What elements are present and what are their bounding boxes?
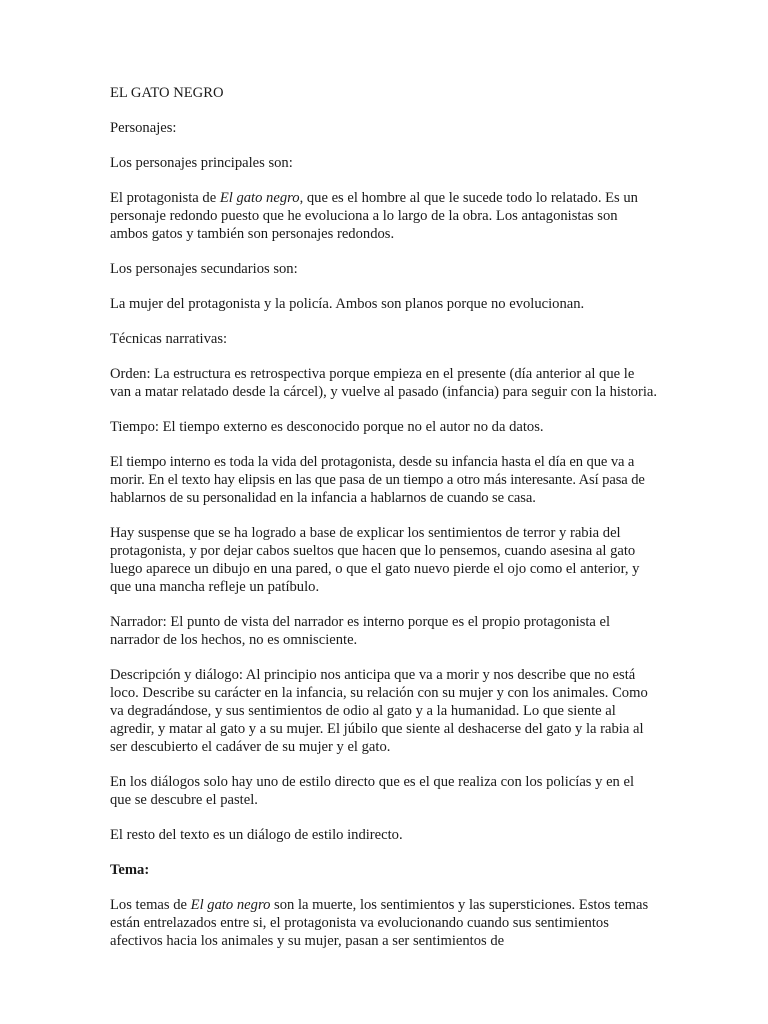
dialogues-paragraph: En los diálogos solo hay uno de estilo directo que es el que realiza con los policías y en el que se descubre el pastel.: [110, 774, 635, 808]
secondary-characters-intro: Los personajes secundarios son:: [110, 261, 298, 277]
rest-of-text-paragraph: El resto del texto es un diálogo de estilo indirecto.: [110, 827, 403, 843]
theme-heading-text: Tema:: [110, 862, 150, 878]
description-dialogue-paragraph: Descripción y diálogo: Al principio nos anticipa que va a morir y nos describe que no está loco. Describe su carácter en la infancia, su relación con su mujer y con los animales. Como va degradándose, y sus sentimientos de odio al gato y a la humanidad. Lo que siente al agredir, y matar al gato y a su mujer. El júbilo que siente al deshacerse del gato y la rabia al ser descubierto el cadáver de su mujer y el gato.: [110, 667, 648, 755]
protagonist-paragraph: [110, 189, 658, 243]
techniques-heading: Técnicas narrativas:: [110, 331, 228, 347]
narrator-paragraph: Narrador: El punto de vista del narrador es interno porque es el propio protagonista el narrador de los hechos, no es omnisciente.: [110, 614, 611, 648]
secondary-characters-paragraph: La mujer del protagonista y la policía. Ambos son planos porque no evolucionan.: [110, 296, 585, 312]
themes-text-after: son la muerte, los sentimientos y las supersticiones. Estos temas están entrelazados entre si, el protagonista va evolucionando cuando sus sentimientos afectivos hacia los animales y su mujer, pasan a ser sentimientos de: [110, 897, 649, 949]
theme-heading: [110, 861, 658, 879]
themes-paragraph: [110, 896, 658, 950]
themes-text-before: Los temas de: [110, 897, 191, 913]
time-paragraph: Tiempo: El tiempo externo es desconocido porque no el autor no da datos.: [110, 419, 544, 435]
protagonist-text-after: , que es el hombre al que le sucede todo lo relatado. Es un personaje redondo puesto que he evoluciona a lo largo de la obra. Los antagonistas son ambos gatos y también son personajes redondos.: [110, 190, 638, 242]
document-page: [110, 84, 658, 967]
main-characters-intro: Los personajes principales son:: [110, 155, 293, 171]
characters-heading: Personajes:: [110, 120, 177, 136]
protagonist-text-before: El protagonista de: [110, 190, 220, 206]
order-paragraph: Orden: La estructura es retrospectiva porque empieza en el presente (día anterior al que le van a matar relatado desde la cárcel), y vuelve al pasado (infancia) para seguir con la historia.: [110, 366, 658, 400]
suspense-paragraph: Hay suspense que se ha logrado a base de explicar los sentimientos de terror y rabia del protagonista, y por dejar cabos sueltos que hacen que lo pensemos, cuando asesina al gato luego aparece un dibujo en una pared, o que el gato nuevo pierde el ojo como el anterior, y que una mancha refleje un patíbulo.: [110, 525, 640, 595]
themes-work-title: El gato negro: [190, 897, 271, 913]
document-title: EL GATO NEGRO: [110, 85, 224, 101]
work-title: El gato negro: [219, 190, 300, 206]
internal-time-paragraph: El tiempo interno es toda la vida del protagonista, desde su infancia hasta el día en que va a morir. En el texto hay elipsis en las que pasa de un tiempo a otro más interesante. Así pasa de hablarnos de su personalidad en la infancia a hablarnos de cuando se casa.: [110, 454, 645, 506]
